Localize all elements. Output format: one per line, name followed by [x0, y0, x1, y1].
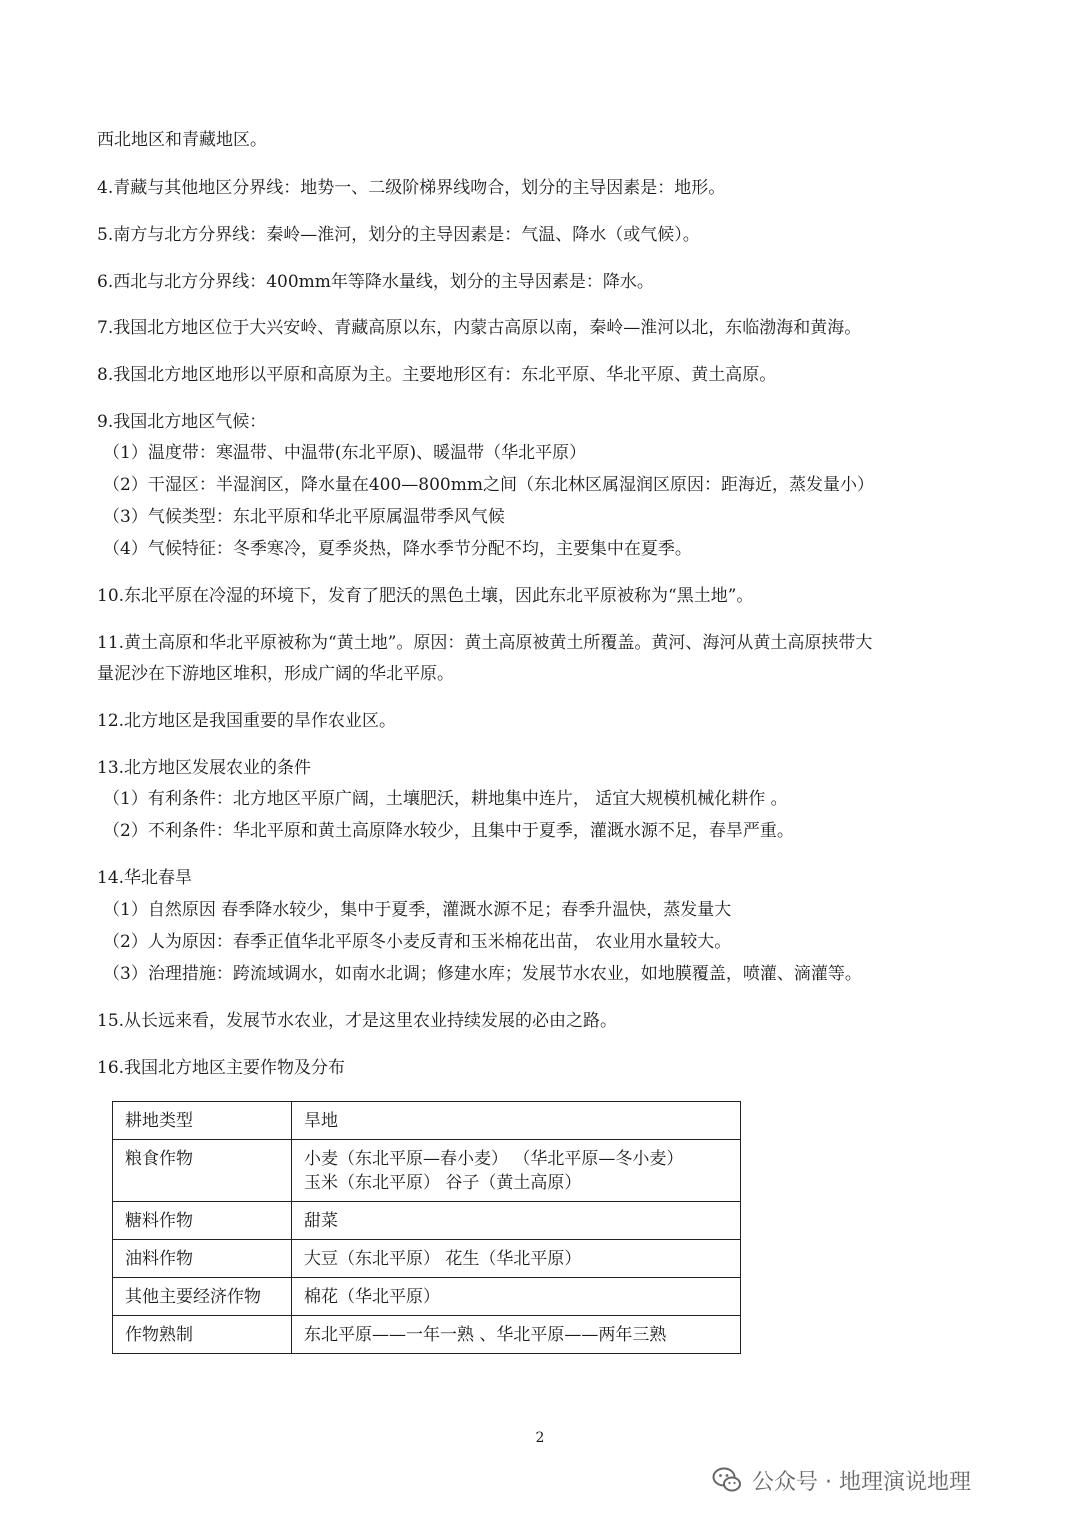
table-key-cell: 粮食作物 — [113, 1140, 292, 1202]
text-line: （4）气候特征：冬季寒冷，夏季炎热，降水季节分配不均，主要集中在夏季。 — [103, 539, 692, 559]
table-row — [113, 1316, 741, 1354]
text-line: （3）气候类型：东北平原和华北平原属温带季风气候 — [103, 507, 505, 527]
text-line: 12.北方地区是我国重要的旱作农业区。 — [97, 711, 397, 731]
table-value: 旱地 — [304, 1111, 338, 1131]
table-value: 棉花（华北平原） — [304, 1287, 440, 1307]
table-value-cell — [292, 1278, 741, 1316]
table-value: 东北平原——一年一熟 、华北平原——两年三熟 — [304, 1325, 667, 1345]
table-value: 小麦（东北平原—春小麦） （华北平原—冬小麦） — [304, 1149, 684, 1169]
text-line: 10.东北平原在冷湿的环境下，发育了肥沃的黑色土壤，因此东北平原被称为“黑土地”。 — [97, 586, 754, 606]
text-line: 13.北方地区发展农业的条件 — [97, 758, 312, 778]
table-value-cell — [292, 1316, 741, 1354]
table-value: 玉米（东北平原） 谷子（黄土高原） — [304, 1173, 582, 1193]
text-line: 西北地区和青藏地区。 — [97, 130, 267, 150]
text-line: 11.黄土高原和华北平原被称为“黄土地”。原因：黄土高原被黄土所覆盖。黄河、海河从黄土高原挟带大 — [97, 633, 873, 653]
table-row — [113, 1202, 741, 1240]
table-row — [113, 1102, 741, 1140]
text-line: （1）自然原因 春季降水较少，集中于夏季，灌溉水源不足；春季升温快，蒸发量大 — [103, 900, 732, 920]
table-key-cell: 耕地类型 — [113, 1102, 292, 1140]
text-line: 15.从长远来看，发展节水农业，才是这里农业持续发展的必由之路。 — [97, 1011, 618, 1031]
table-key-cell: 糖料作物 — [113, 1202, 292, 1240]
text-line: 8.我国北方地区地形以平原和高原为主。主要地形区有：东北平原、华北平原、黄土高原。 — [97, 365, 777, 385]
watermark — [712, 1460, 971, 1500]
table-row — [113, 1140, 741, 1202]
text-line: （1）有利条件：北方地区平原广阔，土壤肥沃，耕地集中连片， 适宜大规模机械化耕作 。 — [103, 789, 788, 809]
table-row — [113, 1240, 741, 1278]
text-line: 7.我国北方地区位于大兴安岭、青藏高原以东，内蒙古高原以南，秦岭—淮河以北，东临渤海和黄海。 — [97, 318, 862, 338]
watermark-text: 公众号 · 地理演说地理 — [752, 1469, 971, 1495]
text-line: 14.华北春旱 — [97, 868, 193, 888]
wechat-icon — [712, 1467, 742, 1493]
text-line: 9.我国北方地区气候： — [97, 412, 267, 432]
text-line: 6.西北与北方分界线：400mm年等降水量线，划分的主导因素是：降水。 — [97, 272, 654, 292]
table-row — [113, 1278, 741, 1316]
text-line: （2）不利条件：华北平原和黄土高原降水较少，且集中于夏季，灌溉水源不足，春旱严重。 — [103, 821, 794, 841]
table-value-cell — [292, 1202, 741, 1240]
table-value: 甜菜 — [304, 1211, 338, 1231]
text-line: （1）温度带：寒温带、中温带(东北平原)、暖温带（华北平原） — [103, 443, 587, 463]
table-key-cell: 其他主要经济作物 — [113, 1278, 292, 1316]
text-line: 量泥沙在下游地区堆积，形成广阔的华北平原。 — [97, 664, 454, 684]
table-key-cell: 作物熟制 — [113, 1316, 292, 1354]
table-key-cell: 油料作物 — [113, 1240, 292, 1278]
text-line: 16.我国北方地区主要作物及分布 — [97, 1058, 346, 1078]
crops-table — [112, 1101, 741, 1354]
text-line: 5.南方与北方分界线：秦岭—淮河，划分的主导因素是：气温、降水（或气候）。 — [97, 225, 700, 245]
page-number: 2 — [535, 1430, 545, 1446]
text-line: （3）治理措施：跨流域调水，如南水北调；修建水库；发展节水农业，如地膜覆盖，喷灌、滴灌等。 — [103, 964, 862, 984]
table-value-cell — [292, 1240, 741, 1278]
table-value-cell — [292, 1102, 741, 1140]
table-value: 大豆（东北平原） 花生（华北平原） — [304, 1249, 582, 1269]
text-line: （2）人为原因：春季正值华北平原冬小麦反青和玉米棉花出苗， 农业用水量较大。 — [103, 932, 732, 952]
table-value-cell — [292, 1140, 741, 1202]
text-line: （2）干湿区：半湿润区，降水量在400—800mm之间（东北林区属湿润区原因：距海近，蒸发量小） — [103, 475, 874, 495]
text-line: 4.青藏与其他地区分界线：地势一、二级阶梯界线吻合，划分的主导因素是：地形。 — [97, 178, 726, 198]
